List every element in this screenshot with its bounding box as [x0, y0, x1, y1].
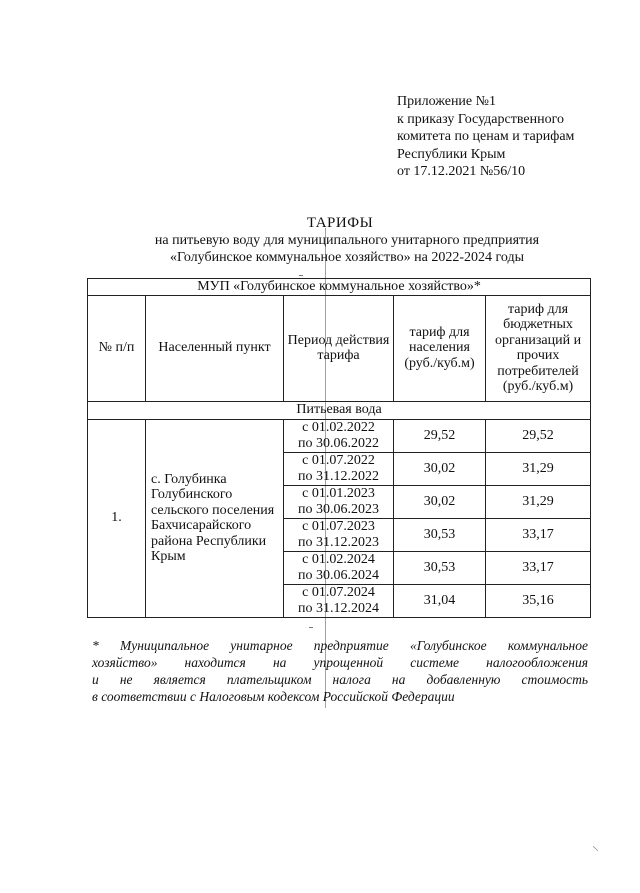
population-tariff: 30,02 — [394, 485, 486, 518]
footnote-line: в соответствии с Налоговым кодексом Российской Федерации — [92, 689, 455, 704]
period-from: с 01.07.2024 — [302, 585, 375, 600]
section-header: Питьевая вода — [88, 401, 591, 419]
budget-tariff: 31,29 — [486, 452, 591, 485]
scan-mark — [299, 275, 303, 276]
population-tariff: 30,53 — [394, 551, 486, 584]
footnote — [92, 637, 588, 705]
budget-tariff: 31,29 — [486, 485, 591, 518]
org-header: МУП «Голубинское коммунальное хозяйство»* — [88, 279, 591, 296]
period-from: с 01.02.2022 — [302, 420, 375, 435]
appendix-line: к приказу Государственного — [397, 111, 564, 127]
scan-mark — [309, 627, 313, 628]
period-cell — [284, 485, 394, 518]
appendix-line: Приложение №1 — [397, 94, 496, 109]
period-to: по 30.06.2022 — [298, 435, 379, 451]
document-subtitle: на питьевую воду для муниципального унитарного предприятия — [154, 233, 540, 248]
title-block — [0, 214, 640, 266]
budget-tariff: 29,52 — [486, 419, 591, 452]
period-cell — [284, 419, 394, 452]
document-subtitle: «Голубинское коммунальное хозяйство» на 2022-2024 годы — [169, 250, 525, 265]
budget-tariff: 35,16 — [486, 584, 591, 617]
period-from: с 01.07.2023 — [302, 519, 375, 534]
tariff-table — [87, 278, 591, 618]
column-header-settlement: Населенный пункт — [146, 295, 284, 401]
population-tariff: 29,52 — [394, 419, 486, 452]
table-row — [88, 419, 591, 452]
period-cell — [284, 584, 394, 617]
document-title: ТАРИФЫ — [306, 215, 374, 231]
period-to: по 31.12.2023 — [298, 534, 379, 550]
period-to: по 30.06.2023 — [298, 501, 379, 517]
period-to: по 31.12.2022 — [298, 468, 379, 484]
footnote-line: * Муниципальное унитарное предприятие «Голубинское коммунальное — [92, 638, 588, 653]
population-tariff: 31,04 — [394, 584, 486, 617]
column-header-period: Период действия тарифа — [284, 295, 394, 401]
appendix-line: от 17.12.2021 №56/10 — [397, 164, 526, 179]
population-tariff: 30,53 — [394, 518, 486, 551]
population-tariff: 30,02 — [394, 452, 486, 485]
period-cell — [284, 452, 394, 485]
scan-mark — [593, 846, 599, 852]
column-header-num: № п/п — [88, 295, 146, 401]
period-cell — [284, 551, 394, 584]
period-from: с 01.01.2023 — [302, 486, 375, 501]
period-cell — [284, 518, 394, 551]
footnote-line: хозяйство» находится на упрощенной системе налогообложения — [92, 655, 588, 670]
budget-tariff: 33,17 — [486, 518, 591, 551]
column-header-population: тариф для населения (руб./куб.м) — [394, 295, 486, 401]
appendix-block — [397, 93, 574, 181]
appendix-line: комитета по ценам и тарифам — [397, 129, 575, 144]
column-header-budget: тариф для бюджетных организаций и прочих потребителей (руб./куб.м) — [486, 295, 591, 401]
period-from: с 01.02.2024 — [302, 552, 375, 567]
row-number: 1. — [88, 419, 146, 617]
settlement-cell: с. Голубинка Голубинского сельского поселения Бахчисарайского района Республики Крым — [146, 419, 284, 617]
budget-tariff: 33,17 — [486, 551, 591, 584]
footnote-line: и не является плательщиком налога на добавленную стоимость — [92, 672, 588, 687]
period-to: по 30.06.2024 — [298, 567, 379, 583]
period-from: с 01.07.2022 — [302, 453, 375, 468]
appendix-line: Республики Крым — [397, 146, 506, 162]
period-to: по 31.12.2024 — [298, 600, 379, 616]
